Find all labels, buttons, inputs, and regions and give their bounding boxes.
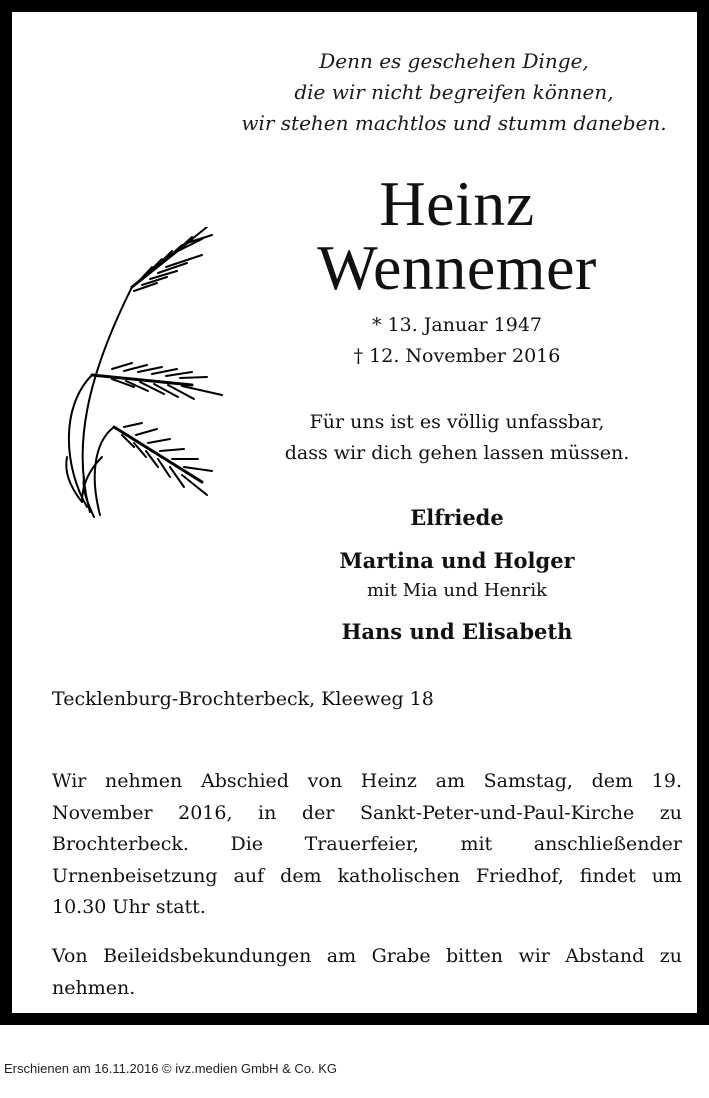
wheat-ears-icon bbox=[42, 227, 242, 527]
quote-line: Für uns ist es völlig unfassbar, bbox=[309, 411, 605, 433]
verse-line: die wir nicht begreifen können, bbox=[294, 80, 614, 104]
verse-line: wir stehen machtlos und stumm daneben. bbox=[241, 111, 667, 135]
birth-date: * 13. Januar 1947 bbox=[371, 314, 543, 336]
death-date: † 12. November 2016 bbox=[353, 345, 561, 367]
publication-footer: Erschienen am 16.11.2016 © ivz.medien GmbH & Co. KG bbox=[4, 1061, 338, 1076]
quote-line: dass wir dich gehen lassen müssen. bbox=[284, 442, 630, 464]
family-member: Elfriede bbox=[410, 505, 504, 530]
address: Tecklenburg-Brochterbeck, Kleeweg 18 bbox=[52, 688, 434, 710]
family-member: Martina und Holger bbox=[339, 548, 575, 573]
verse bbox=[192, 46, 709, 139]
family-member: Hans und Elisabeth bbox=[341, 619, 573, 644]
funeral-info-paragraph: Wir nehmen Abschied von Heinz am Samstag, dem 19. November 2016, in der Sankt-Peter-und-Paul-Kirche zu Brochterbeck. Die Trauerfeier, mit anschließender Urnenbeisetzung auf dem katholischen Friedhof, findet um 10.30 Uhr statt. bbox=[52, 770, 682, 918]
family-member-children: mit Mia und Henrik bbox=[366, 580, 548, 601]
verse-line: Denn es geschehen Dinge, bbox=[319, 49, 589, 73]
life-dates bbox=[232, 310, 682, 372]
deceased-name bbox=[222, 168, 692, 303]
deceased-last-name: Wennemer bbox=[317, 232, 597, 303]
condolence-paragraph: Von Beileidsbekundungen am Grabe bitten wir Abstand zu nehmen. bbox=[52, 945, 682, 999]
farewell-quote bbox=[232, 407, 682, 469]
family-signatures bbox=[232, 502, 682, 648]
deceased-first-name: Heinz bbox=[379, 168, 535, 239]
